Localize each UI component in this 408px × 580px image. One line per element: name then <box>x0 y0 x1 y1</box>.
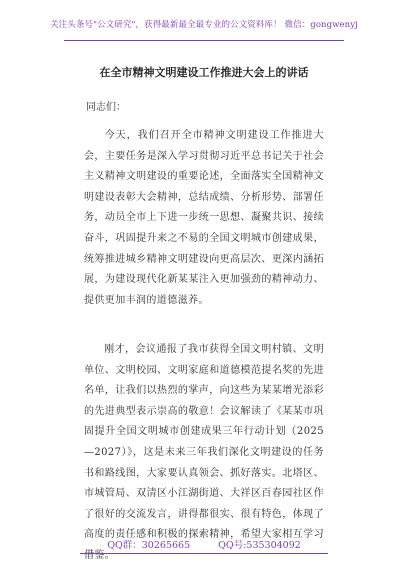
footer-qq-group: QQ群：30265665 <box>107 540 191 551</box>
body-paragraph-2 <box>84 340 324 567</box>
header-promo-note: 关注头条号"公文研究"，获得最新最全最专业的公文资料库！ 微信：gongwenyj <box>50 20 358 30</box>
paragraph-text: 今天，我们召开全市精神文明建设工作推进大会，主要任务是深入学习贯彻习近平总书记关于社会主义精神文明建设的重要论述，全面落实全国精神文明建设表彰大会精神，总结成绩、分析形势、部署任务，动员全市上下进一步统一思想、凝聚共识、接续奋斗，巩固提升来之不易的全国文明城市创建成果，统筹推进城乡精神文明建设向更高层次、更深内涵拓展，为建设现代化新某某注入更加强劲的精神动力、提供更加丰润的道德滋养。 <box>84 130 324 306</box>
footer-contact <box>0 537 408 551</box>
document-title: 在全市精神文明建设工作推进大会上的讲话 <box>99 66 309 79</box>
paragraph-text: 刚才，会议通报了我市获得全国文明村镇、文明单位、文明校园、文明家庭和道德模范提名奖的先进名单，让我们以热烈的掌声，向这些为某某增光添彩的先进典型表示崇高的敬意！会议解读了《某某市巩固提升全国文明城市创建成果三年行动计划（2025—2027）》，这是未来三年我们深化文明建设的任务书和路线图，大家要认真领会、抓好落实。北塔区、市城管局、双清区小江湖街道、大祥区百春园社区作了很好的交流发言，讲得都很实、很有特色，体现了高度的责任感和积极的探索精神，希望大家相互学习借鉴。 <box>84 344 324 561</box>
footer-divider <box>80 553 328 554</box>
footer-qq-number: QQ号:535304092 <box>218 540 301 551</box>
salutation: 同志们： <box>86 102 126 113</box>
header-divider <box>64 40 344 41</box>
body-paragraph-1 <box>84 126 324 311</box>
